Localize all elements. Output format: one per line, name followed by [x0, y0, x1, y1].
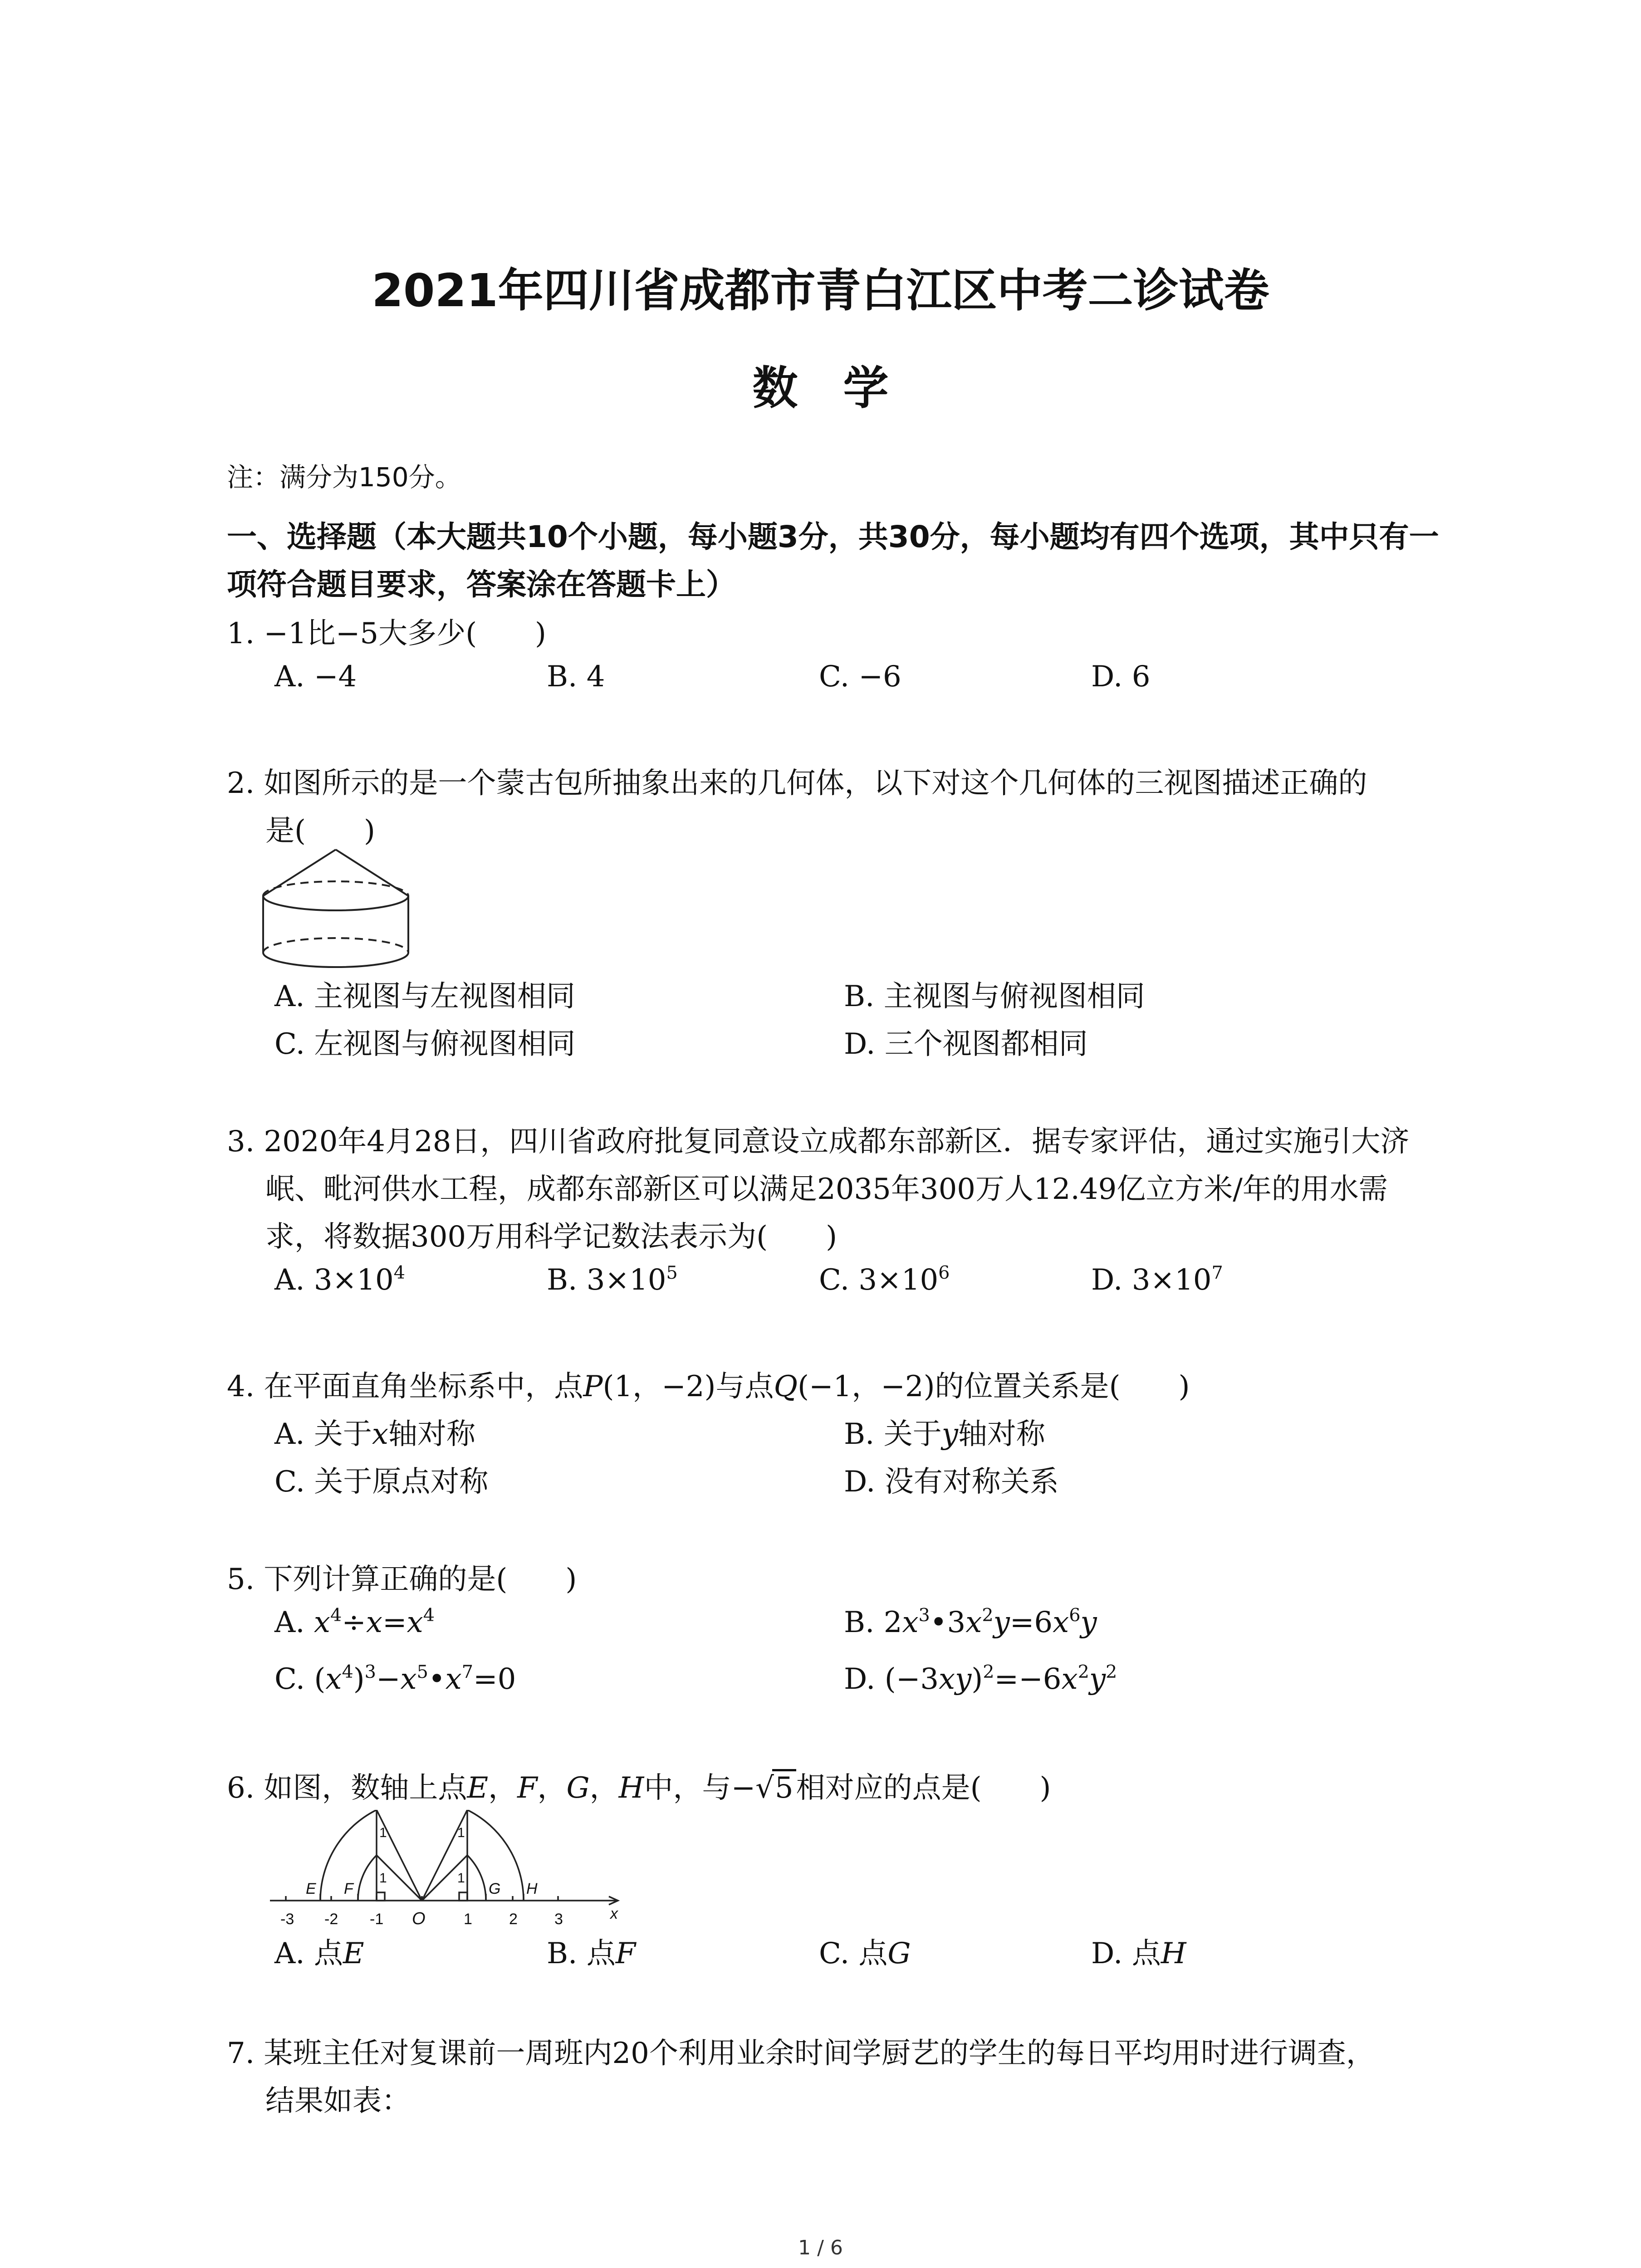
exponent: 4 — [393, 1262, 405, 1284]
question-1-option-c: C. −6 — [819, 660, 901, 694]
question-3-option-d: D. $3\times 10^7$ — [1091, 1262, 1223, 1297]
left-arc-small — [358, 1855, 377, 1901]
sqrt-symbol: √5 — [755, 1769, 796, 1805]
question-4-stem: 4. 在平面直角坐标系中，点P(1，−2)与点Q(−1，−2)的位置关系是( ) — [227, 1370, 1190, 1403]
cylinder-bottom-front — [263, 953, 408, 967]
point-label-e: E — [306, 1880, 316, 1897]
question-1-option-a: A. −4 — [274, 660, 357, 694]
section-heading-line2: 项符合题目要求，答案涂在答题卡上） — [227, 567, 736, 602]
score-note: 注：满分为150分。 — [227, 462, 461, 493]
segment-label: 1 — [379, 1871, 387, 1886]
number-line-figure — [268, 1810, 631, 1932]
question-4-option-a: A. 关于x轴对称 — [274, 1418, 475, 1451]
question-3-option-a: A. $3\times 10^4$ — [274, 1262, 405, 1297]
question-1-stem: 1. −1比−5大多少( ) — [227, 617, 547, 650]
question-4-option-c: C. 关于原点对称 — [274, 1465, 489, 1499]
question-6-option-c: C. 点G — [819, 1937, 911, 1970]
tick-label: 1 — [464, 1911, 472, 1928]
question-5-option-b: B. $2x^3•3x^2y=6x^6y$ — [844, 1605, 1097, 1639]
tick-label: 2 — [509, 1911, 518, 1928]
question-2-option-d: D. 三个视图都相同 — [844, 1027, 1088, 1061]
origin-label: O — [412, 1909, 426, 1928]
question-2-stem-line1: 2. 如图所示的是一个蒙古包所抽象出来的几何体，以下对这个几何体的三视图描述正确的 — [227, 767, 1367, 800]
question-3-option-b: B. $3\times 10^5$ — [547, 1262, 678, 1297]
right-hypotenuse-sqrt5 — [422, 1810, 467, 1901]
exponent: 6 — [938, 1262, 950, 1284]
question-3-stem-line3: 求，将数据300万用科学记数法表示为( ) — [265, 1220, 838, 1254]
question-1-option-b: B. 4 — [547, 660, 605, 694]
question-7-stem-line2: 结果如表： — [265, 2084, 411, 2118]
question-7-stem-line1: 7. 某班主任对复课前一周班内20个利用业余时间学厨艺的学生的每日平均用时进行调查， — [227, 2037, 1375, 2070]
question-3-stem-line1: 3. 2020年4月28日，四川省政府批复同意设立成都东部新区．据专家评估，通过实施引大济 — [227, 1125, 1410, 1158]
question-3-stem-line2: 岷、毗河供水工程，成都东部新区可以满足2035年300万人12.49亿立方米/年的用水需 — [265, 1173, 1388, 1206]
point-label-f: F — [344, 1880, 353, 1897]
exponent: 5 — [666, 1262, 678, 1284]
tick-label: -1 — [370, 1911, 384, 1928]
question-2-option-c: C. 左视图与俯视图相同 — [274, 1027, 576, 1061]
left-hypotenuse-sqrt5 — [377, 1810, 422, 1901]
axis-label: x — [610, 1905, 618, 1922]
question-4-option-d: D. 没有对称关系 — [844, 1465, 1059, 1499]
tick-label: 3 — [554, 1911, 563, 1928]
question-3-option-c: C. $3\times 10^6$ — [819, 1262, 950, 1297]
page-number: 1 / 6 — [798, 2236, 843, 2259]
question-6-option-b: B. 点F — [547, 1937, 636, 1970]
yurt-solid-figure — [254, 846, 417, 978]
left-right-angle — [377, 1892, 385, 1901]
subject-title: 数 学 — [752, 362, 889, 415]
question-5-option-c: C. $(x^4)^3-x^5•x^7=0$ — [274, 1662, 516, 1696]
segment-label: 1 — [457, 1871, 465, 1886]
question-2-option-b: B. 主视图与俯视图相同 — [844, 980, 1145, 1013]
question-1-option-d: D. 6 — [1091, 660, 1151, 694]
question-5-option-d: D. $(-3xy)^2=-6x^2y^2$ — [844, 1662, 1117, 1696]
question-6-stem: 6. 如图，数轴上点E，F，G，H中，与−√5相对应的点是( ) — [227, 1765, 1051, 1806]
right-right-angle — [459, 1892, 467, 1901]
question-5-stem: 5. 下列计算正确的是( ) — [227, 1563, 577, 1596]
exponent: 7 — [1211, 1262, 1223, 1284]
question-6-option-a: A. 点E — [274, 1937, 364, 1970]
question-5-option-a: A. $x^4\div x=x^4$ — [274, 1605, 435, 1639]
tick-label: -2 — [324, 1911, 338, 1928]
point-q: Q — [774, 1370, 798, 1403]
cylinder-top-back — [263, 881, 408, 896]
segment-label: 1 — [457, 1825, 465, 1840]
section-heading-line1: 一、选择题（本大题共10个小题，每小题3分，共30分，每小题均有四个选项，其中只有一 — [227, 519, 1439, 554]
segment-label: 1 — [379, 1825, 387, 1840]
point-label-g: G — [489, 1880, 501, 1897]
question-6-option-d: D. 点H — [1091, 1937, 1186, 1970]
question-2-option-a: A. 主视图与左视图相同 — [274, 980, 575, 1013]
point-p: P — [583, 1370, 603, 1403]
question-2-stem-line2: 是( ) — [265, 814, 375, 848]
question-4-option-b: B. 关于y轴对称 — [844, 1418, 1045, 1451]
cylinder-top-front — [263, 896, 408, 910]
point-label-h: H — [526, 1880, 538, 1897]
right-arc-small — [467, 1855, 486, 1901]
tick-label: -3 — [280, 1911, 294, 1928]
cylinder-bottom-back — [263, 938, 408, 953]
page-title: 2021年四川省成都市青白江区中考二诊试卷 — [372, 264, 1269, 317]
